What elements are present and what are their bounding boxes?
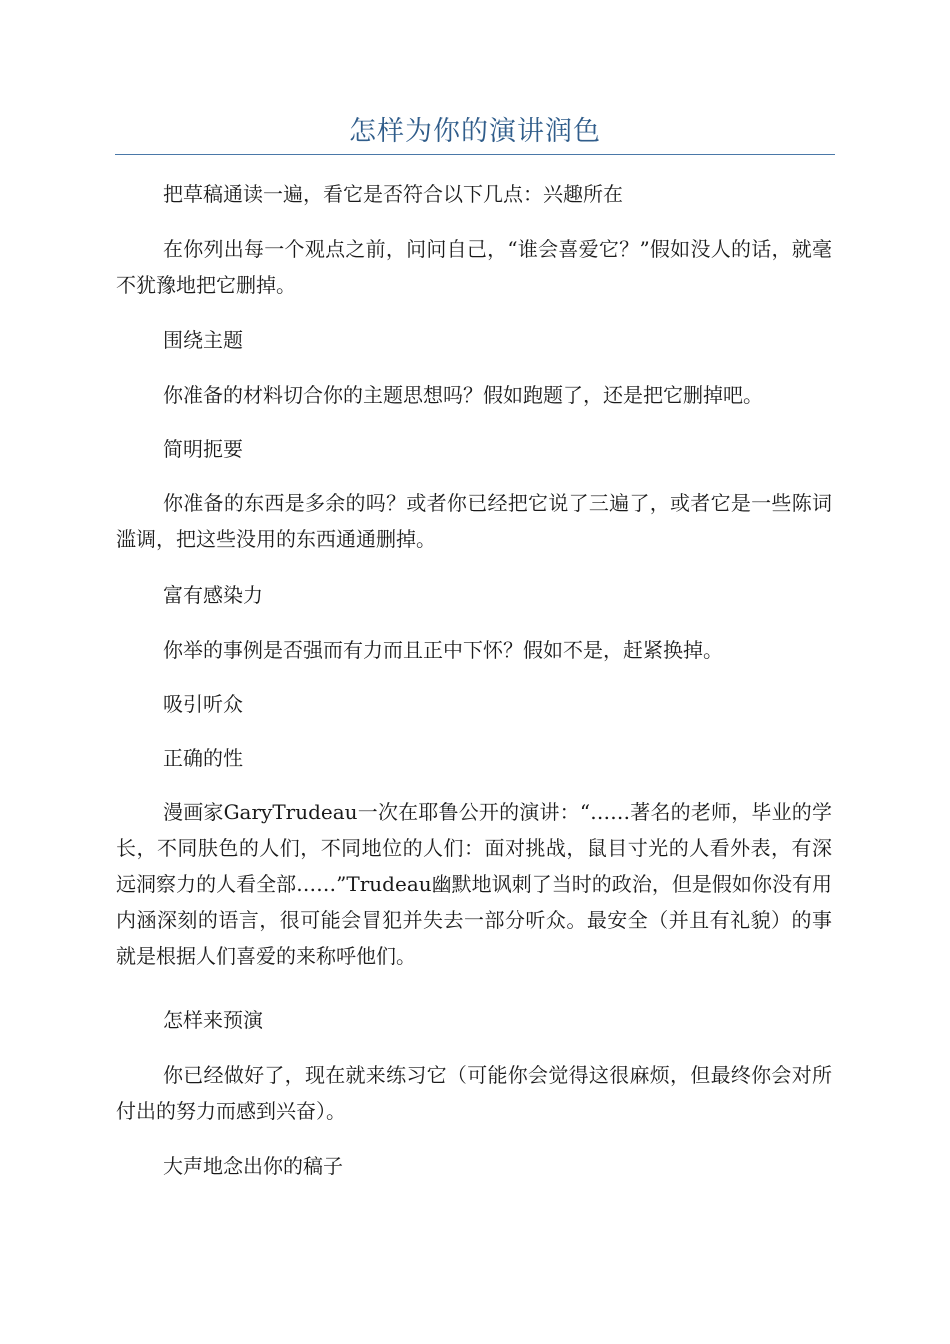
paragraph-rehearse: 你已经做好了，现在就来练习它（可能你会觉得这很麻烦，但最终你会对所付出的努力而感到兴奋）。: [116, 1063, 832, 1123]
paragraph-interest: 在你列出每一个观点之前，问问自己，“谁会喜爱它？”假如没人的话，就毫不犹豫地把它删掉。: [116, 237, 832, 297]
heading-compelling: 富有感染力: [163, 583, 263, 607]
heading-stay-on-topic: 围绕主题: [163, 328, 243, 352]
paragraph-compelling: 你举的事例是否强而有力而且正中下怀？假如不是，赶紧换掉。: [163, 638, 723, 662]
heading-concise: 简明扼要: [163, 437, 243, 461]
paragraph-concise: 你准备的东西是多余的吗？或者你已经把它说了三遍了，或者它是一些陈词滥调，把这些没用的东西通通删掉。: [116, 491, 832, 551]
paragraph-trudeau: 漫画家GaryTrudeau一次在耶鲁公开的演讲：“……著名的老师，毕业的学长，不同肤色的人们，不同地位的人们：面对挑战，鼠目寸光的人看外表，有深远洞察力的人看全部……”Trudeau幽默地讽刺了当时的政治，但是假如你没有用内涵深刻的语言，很可能会冒犯并失去一部分听众。最安全（并且有礼貌）的事就是根据人们喜爱的来称呼他们。: [116, 800, 832, 968]
heading-read-aloud: 大声地念出你的稿子: [163, 1154, 343, 1178]
heading-correctness: 正确的性: [163, 746, 243, 770]
heading-engage-audience: 吸引听众: [163, 692, 243, 716]
document-title: 怎样为你的演讲润色: [349, 116, 601, 147]
paragraph-intro: 把草稿通读一遍，看它是否符合以下几点：兴趣所在: [163, 182, 623, 206]
paragraph-topic: 你准备的材料切合你的主题思想吗？假如跑题了，还是把它删掉吧。: [163, 383, 763, 407]
heading-rehearse: 怎样来预演: [163, 1008, 263, 1032]
title-underline: [115, 154, 835, 155]
